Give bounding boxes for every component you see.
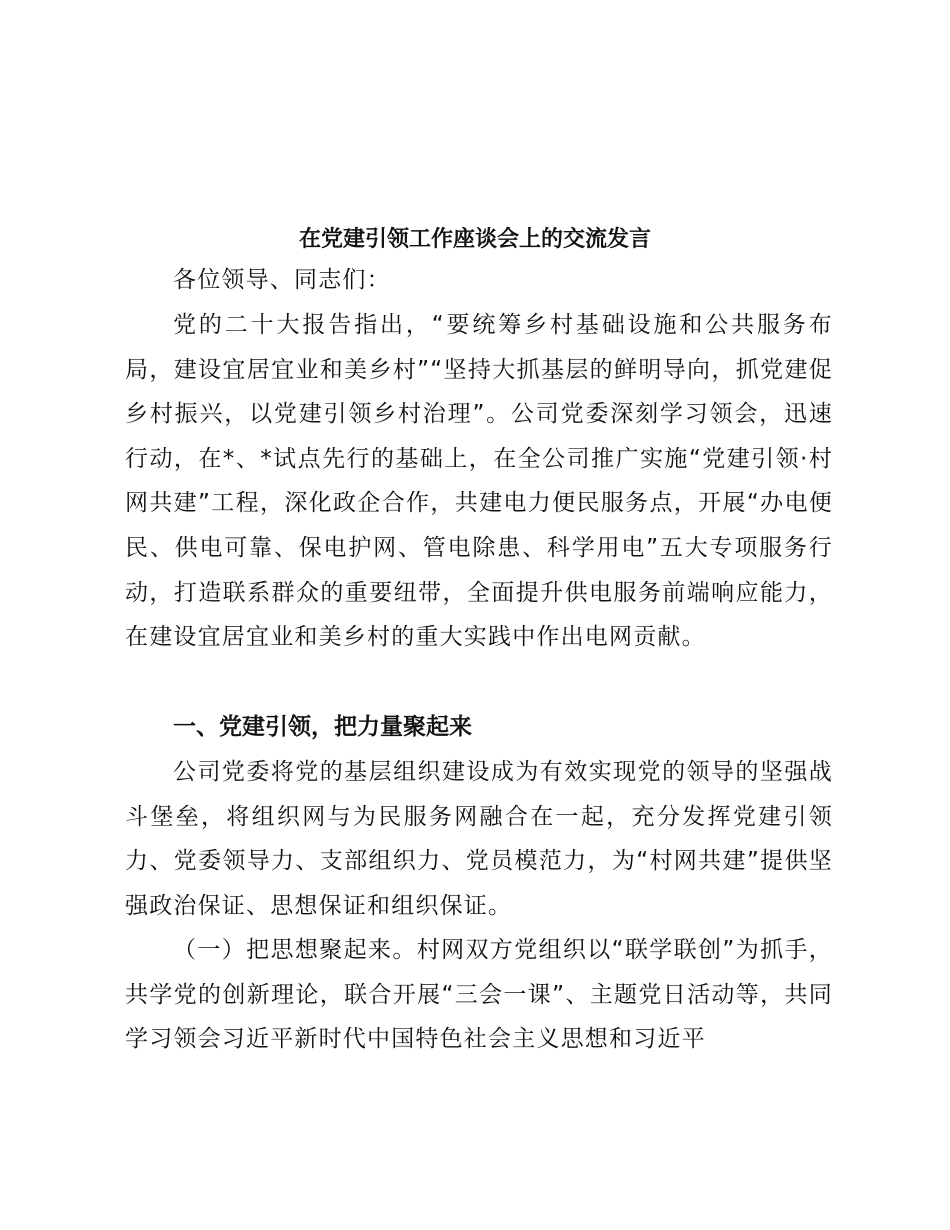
- paragraph-3: [125, 928, 833, 1062]
- section-heading-1: 一、党建引领，把力量聚起来: [173, 714, 472, 740]
- subsection-1-lead: （一）把思想聚起来。: [173, 937, 417, 963]
- paragraph-2: 公司党委将党的基层组织建设成为有效实现党的领导的坚强战斗堡垒，将组织网与为民服务网融合在一起，充分发挥党建引领力、党委领导力、支部组织力、党员模范力，为“村网共建”提供坚强政治保证、思想保证和组织保证。: [125, 759, 833, 919]
- subsection-1-text: 村网双方党组织以“联学联创”为抓手，共学党的创新理论，联合开展“三会一课”、主题党日活动等，共同学习领会习近平新时代中国特色社会主义思想和习近平: [125, 937, 834, 1053]
- paragraph-subsection-1: [125, 928, 833, 1062]
- paragraph-1: 党的二十大报告指出，“要统筹乡村基础设施和公共服务布局，建设宜居宜业和美乡村”“坚持大抓基层的鲜明导向，抓党建促乡村振兴，以党建引领乡村治理”。公司党委深刻学习领会，迅速行动，在*、*试点先行的基础上，在全公司推广实施“党建引领·村网共建”工程，深化政企合作，共建电力便民服务点，开展“办电便民、供电可靠、保电护网、管电除患、科学用电”五大专项服务行动，打造联系群众的重要纽带，全面提升供电服务前端响应能力，在建设宜居宜业和美乡村的重大实践中作出电网贡献。: [125, 312, 833, 651]
- paragraph-intro: [125, 303, 833, 660]
- salutation-block: [125, 258, 833, 303]
- salutation: 各位领导、同志们：: [173, 267, 391, 293]
- paragraph-section-1: [125, 750, 833, 928]
- document-title: 在党建引领工作座谈会上的交流发言: [298, 226, 651, 252]
